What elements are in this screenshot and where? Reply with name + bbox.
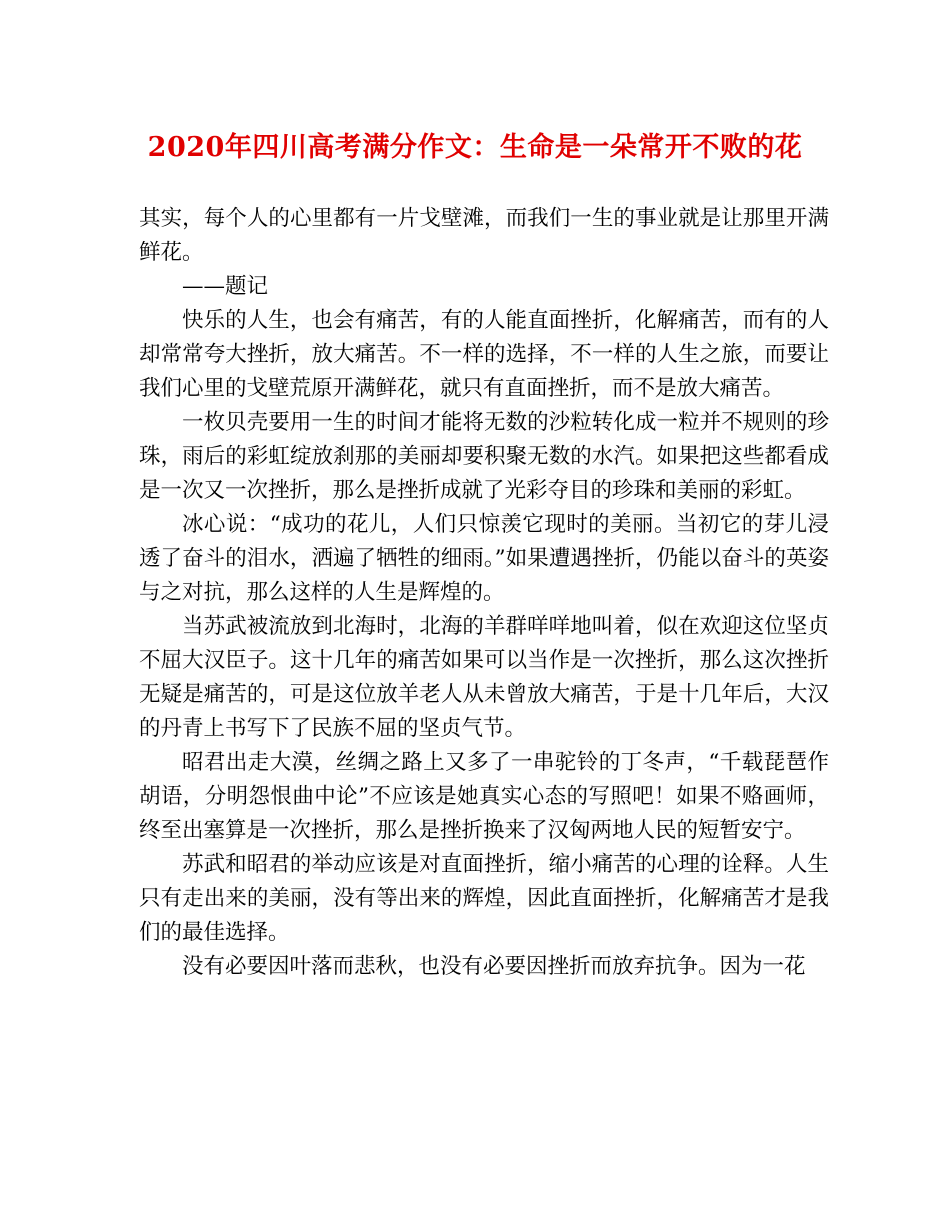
- epigraph: 其实，每个人的心里都有一片戈壁滩，而我们一生的事业就是让那里开满鲜花。: [139, 206, 829, 265]
- paragraph: 苏武和昭君的举动应该是对直面挫折，缩小痛苦的心理的诠释。人生只有走出来的美丽，没有等出来的辉煌，因此直面挫折，化解痛苦才是我们的最佳选择。: [139, 852, 829, 945]
- paragraph: 当苏武被流放到北海时，北海的羊群咩咩地叫着，似在欢迎这位坚贞不屈大汉臣子。这十几年的痛苦如果可以当作是一次挫折，那么这次挫折无疑是痛苦的，可是这位放羊老人从未曾放大痛苦，于是十几年后，大汉的丹青上书写下了民族不屈的坚贞气节。: [139, 614, 829, 741]
- document-body: [139, 202, 829, 984]
- paragraph: 一枚贝壳要用一生的时间才能将无数的沙粒转化成一粒并不规则的珍珠，雨后的彩虹绽放刹那的美丽却要积聚无数的水汽。如果把这些都看成是一次又一次挫折，那么是挫折成就了光彩夺目的珍珠和美丽的彩虹。: [139, 410, 829, 503]
- paragraph: 冰心说：“成功的花儿，人们只惊羡它现时的美丽。当初它的芽儿浸透了奋斗的泪水，洒遍了牺牲的细雨。”如果遭遇挫折，仍能以奋斗的英姿与之对抗，那么这样的人生是辉煌的。: [139, 512, 829, 605]
- paragraph: 没有必要因叶落而悲秋，也没有必要因挫折而放弃抗争。因为一花: [182, 954, 806, 979]
- epigraph-source: ——题记: [182, 274, 269, 299]
- paragraph: 昭君出走大漠，丝绸之路上又多了一串驼铃的丁冬声，“千载琵琶作胡语，分明怨恨曲中论”不应该是她真实心态的写照吧！如果不赂画师，终至出塞算是一次挫折，那么是挫折换来了汉匈两地人民的短暂安宁。: [139, 750, 829, 843]
- paragraph: 快乐的人生，也会有痛苦，有的人能直面挫折，化解痛苦，而有的人却常常夸大挫折，放大痛苦。不一样的选择，不一样的人生之旅，而要让我们心里的戈壁荒原开满鲜花，就只有直面挫折，而不是放大痛苦。: [139, 308, 829, 401]
- document-title: 2020年四川高考满分作文：生命是一朵常开不败的花: [147, 132, 803, 163]
